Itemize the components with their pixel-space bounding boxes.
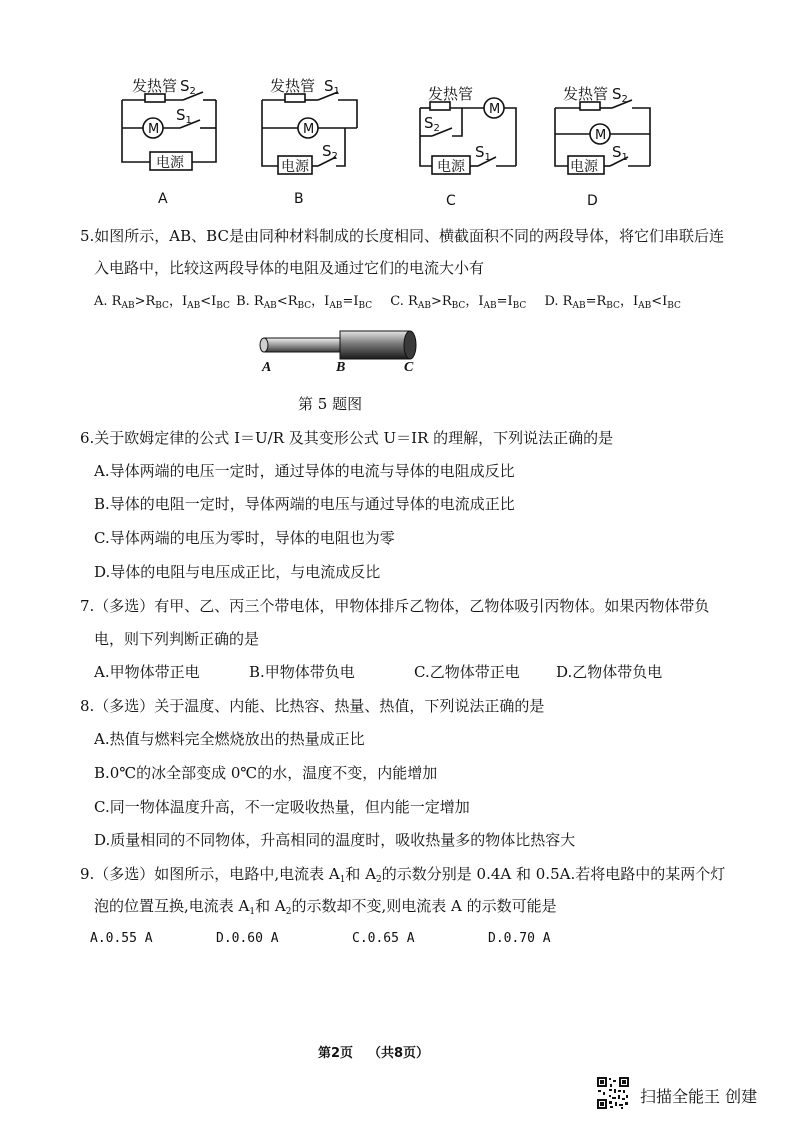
switch-label-b-s1: $S_1$ bbox=[324, 77, 340, 97]
q7-option-b: B.甲物体带负电 bbox=[249, 663, 355, 681]
switch-label-c-s1: $S_1$ bbox=[475, 143, 491, 163]
q8-option-d: D.质量相同的不同物体，升高相同的温度时，吸收热量多的物体比热容大 bbox=[94, 831, 576, 849]
source-label-a: 电源 bbox=[156, 155, 184, 171]
q9-option-d: D.0.70 A bbox=[488, 931, 551, 946]
heater-element-b bbox=[285, 94, 305, 102]
circuit-c bbox=[420, 98, 516, 174]
q5-line1: 5.如图所示，AB、BC是由同种材料制成的长度相同、横截面积不同的两段导体，将它们串联后连 bbox=[80, 227, 724, 245]
q7-option-a: A.甲物体带正电 bbox=[94, 663, 200, 681]
source-label-b: 电源 bbox=[281, 159, 309, 175]
q9-option-b: D.0.60 A bbox=[216, 931, 279, 946]
conductor-label-c: C bbox=[404, 360, 414, 375]
switch-label-b-s2: $S_2$ bbox=[322, 142, 338, 162]
heater-element-a bbox=[145, 94, 165, 102]
q5-option-c: C. $R_{AB}>R_{BC}$，$I_{AB}=I_{BC}$ bbox=[390, 294, 527, 311]
conductor-bc bbox=[340, 331, 410, 359]
motor-label-b: M bbox=[303, 122, 315, 137]
heater-element-d bbox=[580, 102, 600, 110]
q9-option-a: A.0.55 A bbox=[90, 931, 153, 946]
q6-option-c: C.导体两端的电压为零时，导体的电阻也为零 bbox=[94, 529, 395, 547]
q8-option-c: C.同一物体温度升高，不一定吸收热量，但内能一定增加 bbox=[94, 798, 470, 816]
q6-option-a: A.导体两端的电压一定时，通过导体的电流与导体的电阻成反比 bbox=[94, 462, 515, 480]
source-label-c: 电源 bbox=[437, 159, 465, 175]
heater-label-c: 发热管 bbox=[428, 85, 474, 103]
q5-options bbox=[94, 292, 681, 316]
qr-code-icon bbox=[596, 1076, 630, 1110]
page-number: 第2页 bbox=[318, 1046, 354, 1061]
q9-line2: 泡的位置互换,电流表 $A_1$和 $A_2$的示数却不变,则电流表 A 的示数可能是 bbox=[94, 897, 557, 917]
q7-option-c: C.乙物体带正电 bbox=[414, 663, 520, 681]
scanner-watermark: 扫描全能王 创建 bbox=[640, 1087, 758, 1106]
switch-label-c-s2: $S_2$ bbox=[424, 114, 440, 134]
q6-option-b: B.导体的电阻一定时，导体两端的电压与通过导体的电流成正比 bbox=[94, 495, 515, 513]
q7-line2: 电，则下列判断正确的是 bbox=[94, 630, 260, 648]
switch-label-d-s2: $S_2$ bbox=[612, 85, 628, 105]
q7-option-d: D.乙物体带负电 bbox=[556, 663, 663, 681]
heater-element-c bbox=[430, 102, 450, 110]
q5-option-d: D. $R_{AB}=R_{BC}$，$I_{AB}<I_{BC}$ bbox=[544, 294, 681, 311]
q5-option-b: B. $R_{AB}<R_{BC}$，$I_{AB}=I_{BC}$ bbox=[236, 294, 373, 311]
circuit-diagrams bbox=[0, 0, 794, 215]
q8-option-b: B.0℃的冰全部变成 0℃的水，温度不变，内能增加 bbox=[94, 764, 438, 782]
source-label-d: 电源 bbox=[570, 159, 598, 175]
switch-label-a-s2: $S_2$ bbox=[180, 77, 196, 97]
option-d-label: D bbox=[587, 193, 598, 209]
q6-option-d: D.导体的电阻与电压成正比，与电流成反比 bbox=[94, 563, 381, 581]
switch-label-d-s1: $S_1$ bbox=[612, 143, 628, 163]
heater-label-a: 发热管 bbox=[132, 77, 178, 95]
q5-line2: 入电路中，比较这两段导体的电阻及通过它们的电流大小有 bbox=[94, 259, 485, 277]
q8-stem: 8.（多选）关于温度、内能、比热容、热量、热值，下列说法正确的是 bbox=[80, 697, 545, 715]
heater-label-d: 发热管 bbox=[563, 85, 609, 103]
q7-line1: 7.（多选）有甲、乙、丙三个带电体，甲物体排斥乙物体，乙物体吸引丙物体。如果丙物体带负 bbox=[80, 597, 710, 615]
q8-option-a: A.热值与燃料完全燃烧放出的热量成正比 bbox=[94, 730, 365, 748]
q5-option-a: A. $R_{AB}>R_{BC}$，$I_{AB}<I_{BC}$ bbox=[94, 294, 230, 311]
option-c-label: C bbox=[446, 193, 456, 209]
conductor-ab bbox=[264, 338, 340, 352]
q9-option-c: C.0.65 A bbox=[352, 931, 415, 946]
motor-label-a: M bbox=[148, 122, 160, 137]
conductor-label-b: B bbox=[336, 360, 346, 375]
motor-label-c: M bbox=[489, 102, 501, 117]
option-a-label: A bbox=[158, 191, 168, 207]
heater-label-b: 发热管 bbox=[270, 77, 316, 95]
q5-figure-caption: 第 5 题图 bbox=[298, 395, 363, 413]
conductor-label-a: A bbox=[262, 360, 272, 375]
q6-stem: 6.关于欧姆定律的公式 I＝U/R 及其变形公式 U＝IR 的理解，下列说法正确的是 bbox=[80, 429, 614, 447]
page-total: （共8页） bbox=[368, 1046, 430, 1061]
switch-label-a-s1: $S_1$ bbox=[176, 106, 192, 126]
q9-line1: 9.（多选）如图所示，电路中,电流表 $A_1$和 $A_2$的示数分别是 0.4A 和 0.5A.若将电路中的某两个灯 bbox=[80, 865, 726, 885]
motor-label-d: M bbox=[595, 128, 607, 143]
conductor-figure bbox=[250, 326, 450, 376]
option-b-label: B bbox=[294, 191, 304, 207]
